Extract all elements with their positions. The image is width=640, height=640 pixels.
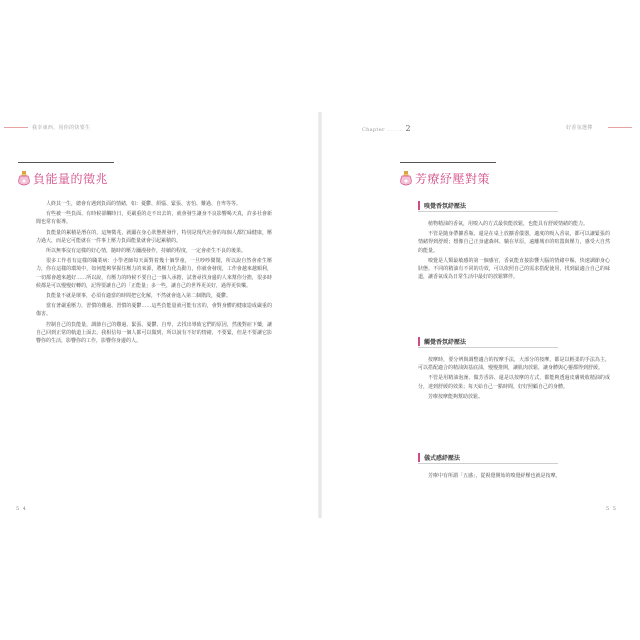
- paragraph: 人終其一生，總會有遇到負面的情緒，如：憂鬱、煩惱、緊張、害怕、難過、自卑等等。: [46, 201, 242, 207]
- right-heading-rule: [400, 162, 496, 163]
- paragraph: 植物精油的香氣，用嗅入的方式最快能放鬆，也能具有舒緩情緒的能力。: [428, 221, 589, 227]
- left-heading: [18, 170, 108, 187]
- paragraph: 按摩時，要分辨與調整適合的按摩手法，大部分的按摩，都是以輕柔的手法為主，可以搭配適合的精油與基底油，慢慢推開，讓肌肉放鬆，讓身體與心靈都得到舒緩。: [418, 357, 610, 372]
- paragraph: 控制自己的負能量，調節自己的難過、緊張、憂鬱、自卑，去找出導致它們的原因，然後對症下藥，讓自己回到正常的軌道上面去，我相信每一個人都可以做到，所以說有不好的情緒，不要緊，但是不要讓它影響你的生活，影響你的工作，影響你身邊的人。: [36, 321, 272, 345]
- paragraph: 很多工作者有這樣的職業病：小學老師每天面對着幾十個學童，一旦吵吵鬧鬧，所以說自然會產生壓力，你在這樣的環境中，如何能夠掌握住壓力的來源，將壓力化為動力，你就會發現，工作會越來越順利，一切都會越來越好……所以說，有壓力的時候不要自己一個人承擔，試著尋找身邊的人來幫你分擔，很多時候都是可以慢慢好轉的，記得要讓自己的「正能量」多一些，讓自己的世界更美好，過得更快樂。: [36, 258, 272, 289]
- section-title: 嗅覺香氛紓壓法: [424, 203, 467, 210]
- section-title: 儀式感紓壓法: [424, 455, 461, 462]
- left-heading-rule: [18, 162, 114, 163]
- section-heading-touch: [418, 336, 466, 347]
- aroma-bottle-icon: [18, 171, 30, 186]
- section-body-ritual: [418, 472, 610, 480]
- chapter-number: 2: [405, 124, 411, 133]
- section-heading-ritual: [418, 452, 460, 463]
- right-page-number: 5 5: [606, 506, 617, 512]
- right-heading: [400, 170, 490, 187]
- section-body-touch: [418, 356, 610, 401]
- paragraph: 嗅覺是人類最敏感的第一個感官，香氣能直接影響大腦的情緒中樞，快速調節身心狀態。不同的精油有不同的功效，可以依照自己的需求搭配使用，找到最適合自己的味道，讓香氣成為日常生活中最好的放鬆夥伴。: [418, 257, 610, 281]
- paragraph: 芳療中有所謂「五感」，從視覺開始的嗅覺紓壓也就是按摩。: [428, 473, 561, 479]
- left-running-head: 我幸東西，用你的快要生: [32, 125, 91, 131]
- book-gutter: [318, 112, 322, 518]
- left-page-title: 負能量的徵兆: [33, 172, 109, 186]
- section-heading-smell: [418, 200, 466, 211]
- paragraph: 負能量的累積是潛在的，這無徵兆，就顯在身心狀態裡發作，特別是現代社會的每個人都忙碌健康，壓力過大，而是它可能就在一件事上壓力負面能量就會引起累積的。: [36, 229, 272, 244]
- paragraph: 所以無事沒有這樣的好心情，隨時的壓力瀰漫發作，持續的程度，一定會產生不良的後果。: [46, 248, 247, 255]
- paragraph: 不管是隨身帶擴香瓶、還是在桌上放擴香儀器，適度的吸入香氣，都可以讓緊張的情緒得到舒緩；想像自己正身處森林、躺在草原，遠離城市的喧囂與壓力，感受大自然的能量。: [418, 231, 610, 254]
- left-body-text: [36, 200, 272, 345]
- right-running-head: 好香氛選擇: [566, 125, 593, 131]
- paragraph: 芳療按摩能夠幫助放鬆。: [428, 393, 484, 400]
- running-head-line-right: [608, 127, 632, 128]
- paragraph: 負能量不就是壞事，必須有適當的時間把它化解，不然就會進入第二個階段，憂鬱。: [46, 293, 232, 300]
- right-running-chapter: Chapter ......... 2: [362, 124, 411, 133]
- left-page-number: 5 4: [16, 506, 27, 512]
- aroma-bottle-icon: [400, 171, 412, 186]
- running-head-line: [4, 127, 28, 128]
- paragraph: 不管是用精油泡澡、做芳香浴、還是以按摩的方式，都能夠透過皮膚吸收精油的成分，達到舒緩的效果；每天給自己一點時間，好好照顧自己的身體。: [418, 375, 610, 390]
- chapter-label: Chapter: [362, 127, 385, 133]
- section-body-smell: [418, 220, 610, 281]
- paragraph: 有些被一些負面、有時候卻觸時日，更嚴重的走不出去的，就會發生讓身不良影響喝天真，許多社會新聞也常有報導。: [36, 211, 272, 226]
- paragraph: 當有著嚴重壓力，習慣的難過、習慣的憂鬱……這些負能量就可能有害的，會對身體的健康造成嚴重的傷害。: [36, 303, 272, 318]
- right-page-title: 芳療紓壓對策: [415, 172, 491, 186]
- section-title: 觸覺香氛紓壓法: [424, 339, 467, 346]
